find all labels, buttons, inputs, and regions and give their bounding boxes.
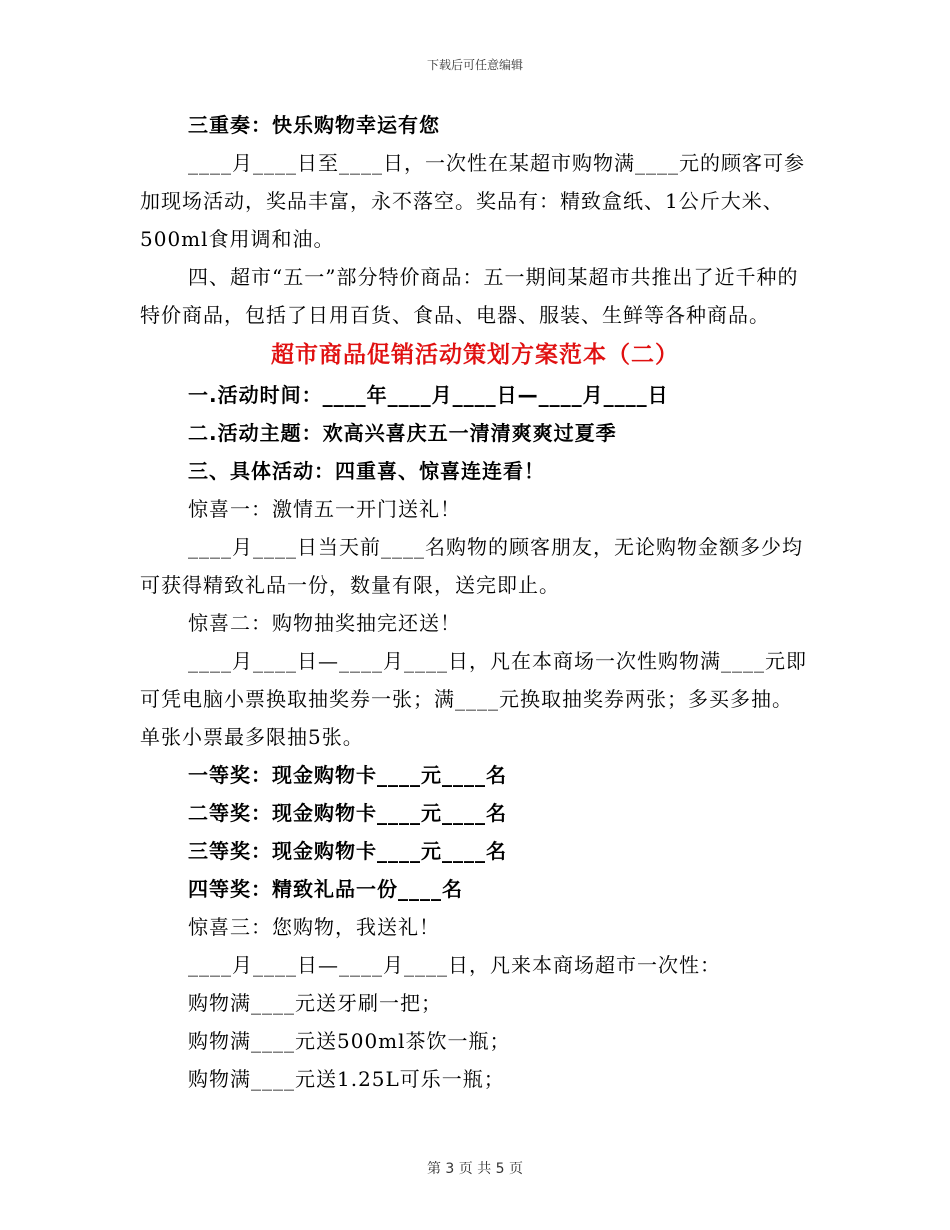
prize-line: 二等奖：现金购物卡____元____名 bbox=[188, 801, 507, 825]
page-footer: 第 3 页 共 5 页 bbox=[426, 1161, 524, 1177]
paragraph: 购物满____元送500ml茶饮一瓶； bbox=[188, 1029, 511, 1053]
section-title: 超市商品促销活动策划方案范本（二） bbox=[271, 342, 679, 368]
page-header: 下载后可任意编辑 bbox=[426, 58, 523, 72]
paragraph: ____月____日—____月____日，凡来本商场超市一次性： bbox=[188, 953, 721, 977]
document-body bbox=[140, 106, 810, 1098]
paragraph-heading: 三、具体活动：四重喜、惊喜连连看！ bbox=[188, 459, 545, 483]
paragraph: 惊喜一：激情五一开门送礼！ bbox=[188, 497, 461, 521]
prize-line: 一等奖：现金购物卡____元____名 bbox=[188, 763, 507, 787]
prize-line: 四等奖：精致礼品一份____名 bbox=[188, 877, 463, 901]
paragraph: ____月____日—____月____日，凡在本商场一次性购物满____元即可凭电脑小票换取抽奖券一张；满____元换取抽奖券两张；多买多抽。单张小票最多限抽5张。 bbox=[140, 649, 807, 749]
paragraph: 惊喜三：您购物，我送礼！ bbox=[188, 915, 440, 939]
paragraph: 四、超市“五一”部分特价商品：五一期间某超市共推出了近千种的特价商品，包括了日用百货、食品、电器、服装、生鲜等各种商品。 bbox=[140, 265, 799, 327]
paragraph: ____月____日当天前____名购物的顾客朋友，无论购物金额多少均可获得精致礼品一份，数量有限，送完即止。 bbox=[140, 535, 803, 597]
paragraph-heading: 三重奏：快乐购物幸运有您 bbox=[188, 113, 440, 137]
prize-line: 三等奖：现金购物卡____元____名 bbox=[188, 839, 507, 863]
paragraph: 购物满____元送牙刷一把； bbox=[188, 991, 442, 1015]
paragraph: 购物满____元送1.25L可乐一瓶； bbox=[188, 1067, 505, 1091]
paragraph-heading: 一.活动时间：____年____月____日—____月____日 bbox=[188, 383, 669, 407]
paragraph: 惊喜二：购物抽奖抽完还送！ bbox=[188, 611, 461, 635]
paragraph-heading: 二.活动主题：欢高兴喜庆五一清清爽爽过夏季 bbox=[188, 421, 617, 445]
paragraph: ____月____日至____日，一次性在某超市购物满____元的顾客可参加现场活动，奖品丰富，永不落空。奖品有：精致盒纸、1公斤大米、500ml食用调和油。 bbox=[140, 151, 805, 251]
